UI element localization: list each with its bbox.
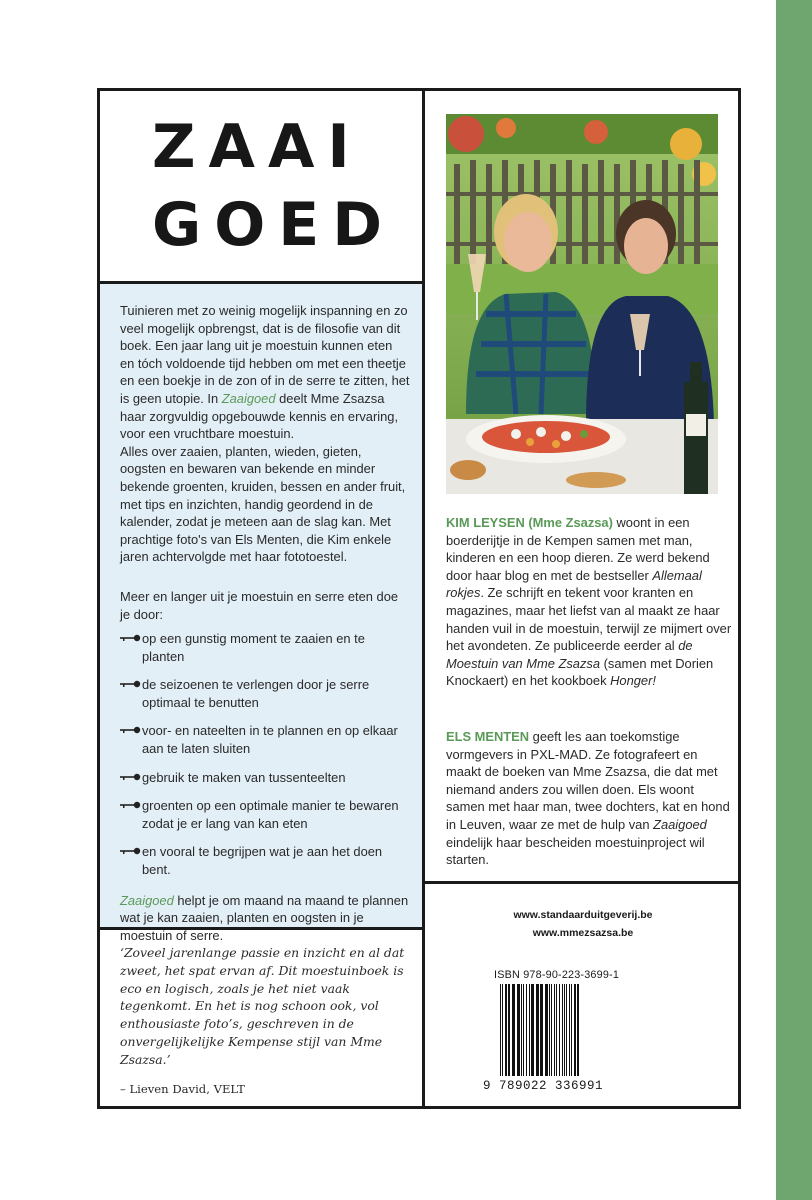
- title-line-2: GOED: [152, 190, 396, 260]
- intro-paragraph: [120, 302, 410, 443]
- bio-els-menten: ELS MENTEN geeft les aan toekomstige vormgevers in PXL-MAD. Ze fotografeert en maakt de boeken van Mme Zsazsa, die dat met niemand anders zou willen doen. Els woont samen met haar man, twee dochters, kat en hond in Leuven, waar ze met de hulp van Zaaigoed eindelijk haar bescheiden moestuinproject wil starten.: [446, 729, 730, 868]
- bio-kim-leysen: KIM LEYSEN (Mme Zsazsa) woont in een boerderijtje in de Kempen samen met man, kinderen en een hoop dieren. Ze werd bekend door haar blog en met de bestseller Allemaal rokjes. Ze schrijft en tekent voor kranten en magazines, maar het liefst van al maakt ze haar handen vuil in de moestuin, terwijl ze mijmert over het avondeten. Ze publiceerde eerder al de Moestuin van Mme Zsazsa (samen met Dorien Knockaert) en het kookboek Honger!: [446, 515, 732, 689]
- book-title: Allemaal rokjes: [446, 567, 702, 601]
- barcode-bar: [521, 984, 522, 1076]
- barcode-bar: [526, 984, 527, 1076]
- barcode-bar: [551, 984, 552, 1076]
- barcode-bar: [505, 984, 507, 1076]
- publisher-url[interactable]: www.standaarduitgeverij.be: [513, 909, 653, 921]
- intro-text-a: Tuinieren met zo weinig mogelijk inspanning en zo veel mogelijk opbrengst, dat is de filosofie van dit boek. Een jaar lang uit je moestuin kunnen eten en tóch voldoende tijd hebben om met een theetje en een boekje in de zon of in de serre te zitten, het is geen utopie. In: [120, 303, 410, 406]
- author-photo-illustration: [446, 114, 718, 494]
- barcode-bar: [571, 984, 572, 1076]
- barcode-bar: [545, 984, 548, 1076]
- author-photo: [446, 114, 718, 494]
- book-title: Honger!: [610, 673, 656, 689]
- list-item: gebruik te maken van tussenteelten: [120, 769, 410, 787]
- barcode-bar: [559, 984, 560, 1076]
- review-quote: [100, 930, 425, 1109]
- barcode-bar: [549, 984, 550, 1076]
- key-icon: [120, 726, 141, 734]
- barcode-bar: [512, 984, 515, 1076]
- bullet-list: [120, 630, 410, 879]
- list-item: op een gunstig moment te zaaien en te planten: [120, 630, 410, 665]
- closing-book-title: Zaaigoed: [120, 892, 174, 908]
- bullets-lead: Meer en langer uit je moestuin en serre eten doe je door:: [120, 588, 399, 622]
- barcode-bar: [556, 984, 557, 1076]
- list-item: groenten op een optimale manier te bewaren zodat je er lang van kan eten: [120, 797, 410, 832]
- section-divider: [425, 881, 738, 884]
- barcode-bar: [562, 984, 563, 1076]
- author-name-els: ELS MENTEN: [446, 729, 530, 744]
- list-item: en vooral te begrijpen wat je aan het doen bent.: [120, 843, 410, 878]
- key-icon: [120, 847, 141, 855]
- barcode-bar: [517, 984, 520, 1076]
- barcode-bar: [536, 984, 539, 1076]
- key-icon: [120, 801, 141, 809]
- quote-text: ‘Zoveel jarenlange passie en inzicht en al dat zweet, het spat ervan af. Dit moestuinboek is eco en logisch, zoals je het niet vaak tegenkomt. En het is nog schoon ook, vol enthousiaste foto’s, geschreven in de onvergelijkelijke Kempense stijl van Mme Zsazsa.’: [120, 945, 405, 1067]
- publisher-links: [428, 906, 738, 942]
- intro-book-title: Zaaigoed: [221, 390, 276, 406]
- barcode-bar: [529, 984, 530, 1076]
- barcode-bar: [523, 984, 524, 1076]
- barcode-bar: [569, 984, 570, 1076]
- book-spine: [776, 0, 812, 1200]
- barcode-bar: [577, 984, 579, 1076]
- isbn-label: ISBN 978-90-223-3699-1: [494, 969, 620, 981]
- key-icon: [120, 680, 141, 688]
- title-line-1: ZAAI: [152, 112, 363, 182]
- book-title: de Moestuin van Mme Zsazsa: [446, 638, 693, 671]
- author-url[interactable]: www.mmezsazsa.be: [532, 927, 634, 939]
- intro-paragraph-2: Alles over zaaien, planten, wieden, gieten, oogsten en bewaren van bekende en minder bekende groenten, kruiden, bessen en ander fruit, met tips en inzichten, handig geordend in de kalender, zodat je meteen aan de slag kan. Met prachtige foto's van Els Menten, die Kim enkele jaren achtervolgde met haar fototoestel.: [120, 443, 406, 565]
- closing-paragraph: Zaaigoed helpt je om maand na maand te plannen wat je kan zaaien, planten en oogsten in je moestuin of serre.: [120, 892, 409, 943]
- barcode-bar: [502, 984, 503, 1076]
- title-panel: [100, 91, 425, 284]
- barcode-bar: [566, 984, 567, 1076]
- back-cover-frame: [97, 88, 741, 1109]
- quote-attribution: – Lieven David, VELT: [120, 1081, 245, 1096]
- intro-text-b: deelt Mme Zsazsa haar zorgvuldig opgebouwde kennis en ervaring, voor een vruchtbare moestuin.: [120, 390, 399, 442]
- key-icon: [120, 773, 141, 781]
- blurb-panel: [100, 284, 425, 943]
- author-name-kim: KIM LEYSEN (Mme Zsazsa): [446, 515, 613, 530]
- book-title: Zaaigoed: [653, 816, 707, 832]
- barcode-bar: [508, 984, 510, 1076]
- list-item: voor- en nateelten in te plannen en op elkaar aan te laten sluiten: [120, 722, 410, 757]
- barcode-bar: [531, 984, 534, 1076]
- key-icon: [120, 634, 141, 642]
- barcode-bar: [500, 984, 501, 1076]
- barcode-bar: [554, 984, 555, 1076]
- list-item: de seizoenen te verlengen door je serre optimaal te benutten: [120, 676, 410, 711]
- barcode: [498, 984, 644, 1076]
- barcode-bar: [574, 984, 576, 1076]
- barcode-bar: [564, 984, 565, 1076]
- barcode-bar: [540, 984, 543, 1076]
- barcode-digits: 9 789022 336991: [483, 1079, 604, 1093]
